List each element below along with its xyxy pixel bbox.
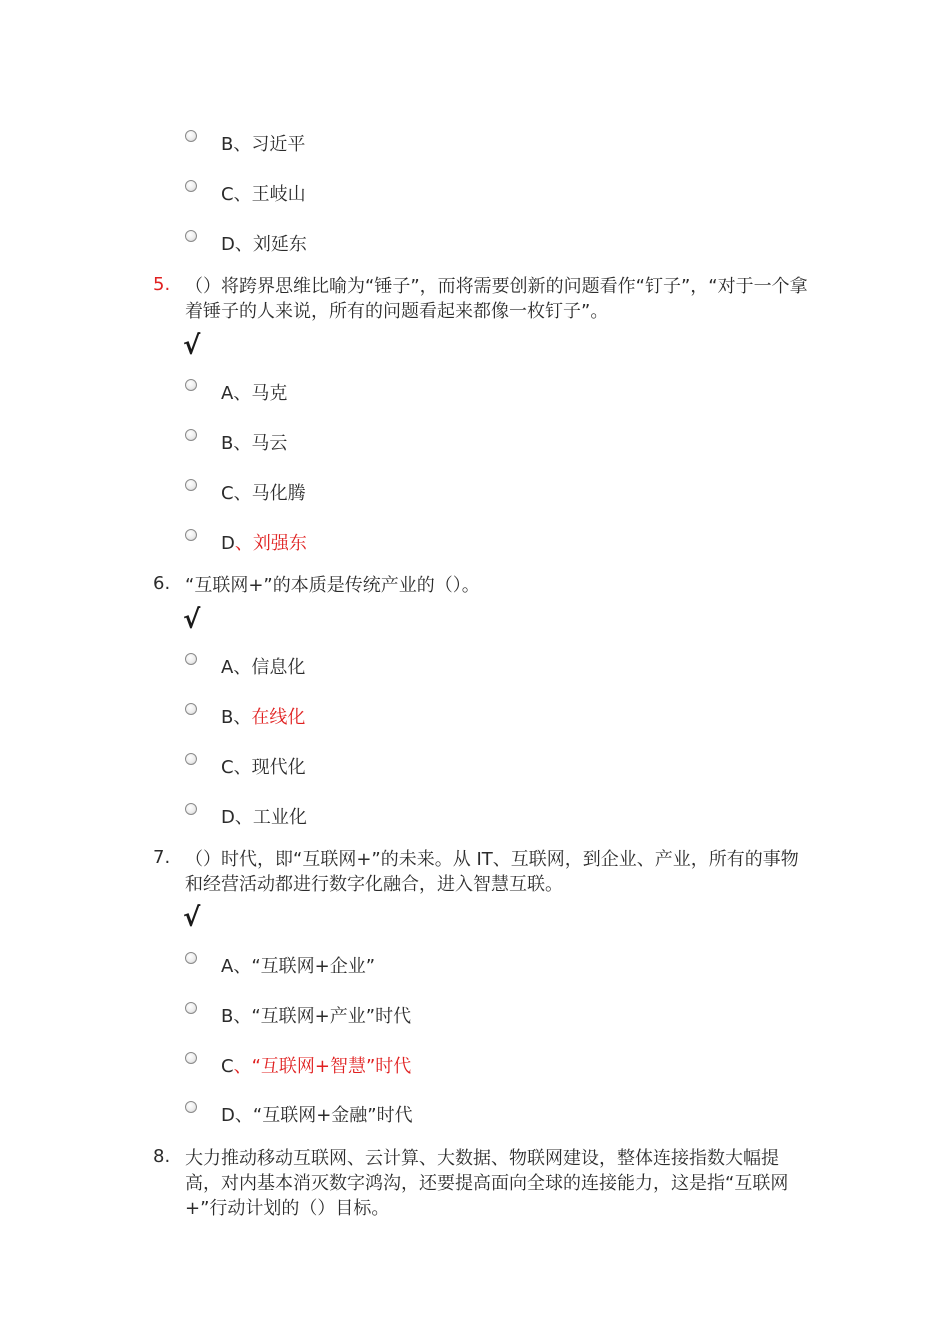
option-text: 刘延东	[252, 234, 307, 255]
option-letter: B、	[221, 134, 252, 155]
option-letter: D、	[221, 807, 253, 828]
option-q4-d[interactable]	[185, 228, 307, 258]
option-text: 马化腾	[251, 483, 306, 504]
option-letter: A、	[221, 956, 252, 977]
checkmark-icon: √	[183, 605, 201, 635]
option-text: “互联网+产业”时代	[251, 1006, 412, 1027]
radio-button-icon[interactable]	[185, 1101, 197, 1113]
question-text: “互联网+”的本质是传统产业的（）。	[185, 575, 480, 596]
radio-button-icon[interactable]	[185, 429, 197, 441]
option-q5-b[interactable]	[185, 427, 287, 457]
radio-button-icon[interactable]	[185, 952, 197, 964]
option-q7-c[interactable]	[185, 1050, 411, 1080]
correct-answer-text: 、刘强东	[234, 533, 307, 554]
question-number: 8.	[153, 1146, 171, 1167]
option-q4-b[interactable]	[185, 128, 305, 158]
radio-button-icon[interactable]	[185, 1002, 197, 1014]
option-q6-a[interactable]	[185, 651, 305, 681]
option-q6-b[interactable]	[185, 701, 305, 731]
option-letter: C、	[221, 184, 252, 205]
option-q7-d[interactable]	[185, 1099, 413, 1129]
option-q7-a[interactable]	[185, 950, 375, 980]
checkmark-icon: √	[183, 331, 201, 361]
option-letter: D、	[221, 1105, 253, 1126]
option-letter: C、	[221, 483, 252, 504]
question-number: 6.	[153, 573, 171, 594]
option-letter: B、	[221, 707, 252, 728]
radio-button-icon[interactable]	[185, 653, 197, 665]
radio-button-icon[interactable]	[185, 1052, 197, 1064]
correct-answer-text: 在线化	[251, 707, 306, 728]
radio-button-icon[interactable]	[185, 529, 197, 541]
option-letter: D	[221, 533, 235, 554]
option-text: 习近平	[251, 134, 306, 155]
correct-answer-text: 、“互联网+智慧”时代	[233, 1056, 412, 1077]
option-q5-c[interactable]	[185, 477, 306, 507]
option-text: 王岐山	[251, 184, 306, 205]
option-q4-c[interactable]	[185, 178, 306, 208]
option-q5-a[interactable]	[185, 377, 287, 407]
option-text: “互联网+企业”	[251, 956, 376, 977]
option-text: 工业化	[252, 807, 307, 828]
option-letter: D、	[221, 234, 253, 255]
radio-button-icon[interactable]	[185, 130, 197, 142]
option-text: 马云	[251, 433, 288, 454]
radio-button-icon[interactable]	[185, 803, 197, 815]
radio-button-icon[interactable]	[185, 180, 197, 192]
option-q6-c[interactable]	[185, 751, 306, 781]
option-letter: C	[221, 1056, 234, 1077]
radio-button-icon[interactable]	[185, 703, 197, 715]
question-text: （）时代，即“互联网+”的未来。从 IT、互联网，到企业、产业，所有的事物和经营活动都进行数字化融合，进入智慧互联。	[185, 849, 799, 895]
option-text: “互联网+金融”时代	[252, 1105, 413, 1126]
option-q6-d[interactable]	[185, 801, 307, 831]
radio-button-icon[interactable]	[185, 753, 197, 765]
option-letter: B、	[221, 433, 252, 454]
radio-button-icon[interactable]	[185, 479, 197, 491]
option-letter: B、	[221, 1006, 252, 1027]
question-text: 大力推动移动互联网、云计算、大数据、物联网建设，整体连接指数大幅提高，对内基本消灭数字鸿沟，还要提高面向全球的连接能力，这是指“互联网+”行动计划的（）目标。	[185, 1148, 789, 1219]
option-letter: A、	[221, 657, 252, 678]
question-number: 7.	[153, 847, 171, 868]
question-number: 5.	[153, 274, 171, 295]
option-text: 马克	[251, 383, 288, 404]
option-q5-d[interactable]	[185, 527, 307, 557]
option-letter: A、	[221, 383, 252, 404]
option-letter: C、	[221, 757, 252, 778]
option-text: 信息化	[251, 657, 306, 678]
checkmark-icon: √	[183, 903, 201, 933]
option-q7-b[interactable]	[185, 1000, 411, 1030]
radio-button-icon[interactable]	[185, 379, 197, 391]
question-text: （）将跨界思维比喻为“锤子”，而将需要创新的问题看作“钉子”，“对于一个拿着锤子的人来说，所有的问题看起来都像一枚钉子”。	[185, 276, 808, 322]
option-text: 现代化	[251, 757, 306, 778]
radio-button-icon[interactable]	[185, 230, 197, 242]
